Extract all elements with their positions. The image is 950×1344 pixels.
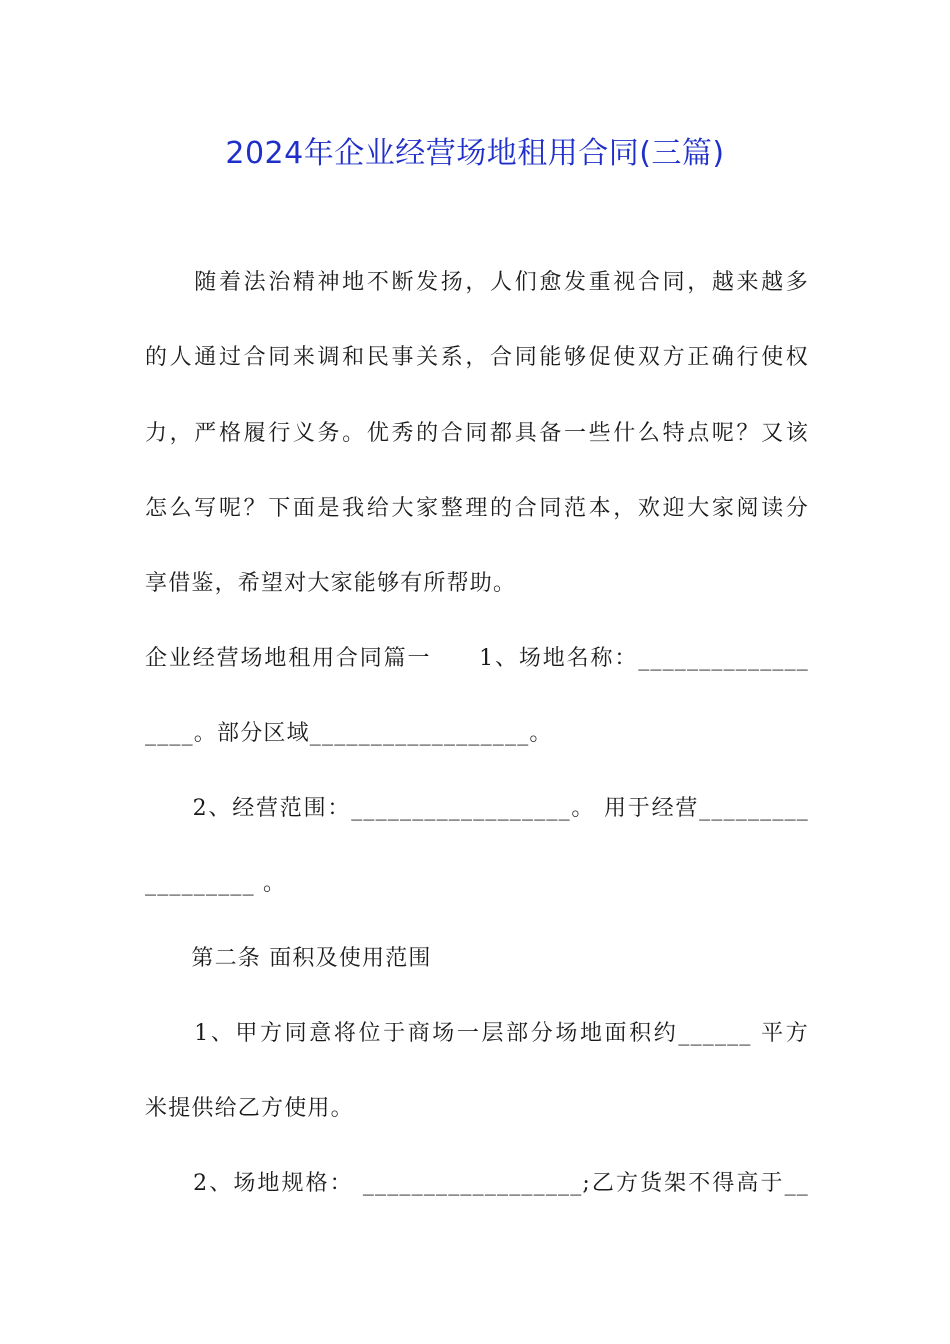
paragraph-line: 2、场地规格： __________________;乙方货架不得高于__: [145, 1171, 809, 1196]
paragraph-line: 力，严格履行义务。优秀的合同都具备一些什么特点呢？又该: [145, 421, 809, 446]
paragraph-line: 随着法治精神地不断发扬，人们愈发重视合同，越来越多: [145, 270, 809, 295]
paragraph-line: 企业经营场地租用合同篇一 1、场地名称：______________: [145, 646, 809, 671]
paragraph-line: 1、甲方同意将位于商场一层部分场地面积约______ 平方: [145, 1021, 809, 1046]
section-heading: 第二条 面积及使用范围: [145, 946, 432, 971]
paragraph-line: 的人通过合同来调和民事关系，合同能够促使双方正确行使权: [145, 345, 809, 370]
document-title: 2024年企业经营场地租用合同(三篇): [225, 136, 725, 171]
paragraph-line: 2、经营范围：__________________。 用于经营_________: [145, 796, 809, 821]
paragraph-line: _________ 。: [145, 871, 287, 896]
paragraph-line: 享借鉴，希望对大家能够有所帮助。: [145, 571, 517, 596]
paragraph-line: ____。部分区域__________________。: [145, 721, 553, 746]
paragraph-line: 米提供给乙方使用。: [145, 1096, 354, 1121]
paragraph-line: 怎么写呢？下面是我给大家整理的合同范本，欢迎大家阅读分: [145, 496, 809, 521]
